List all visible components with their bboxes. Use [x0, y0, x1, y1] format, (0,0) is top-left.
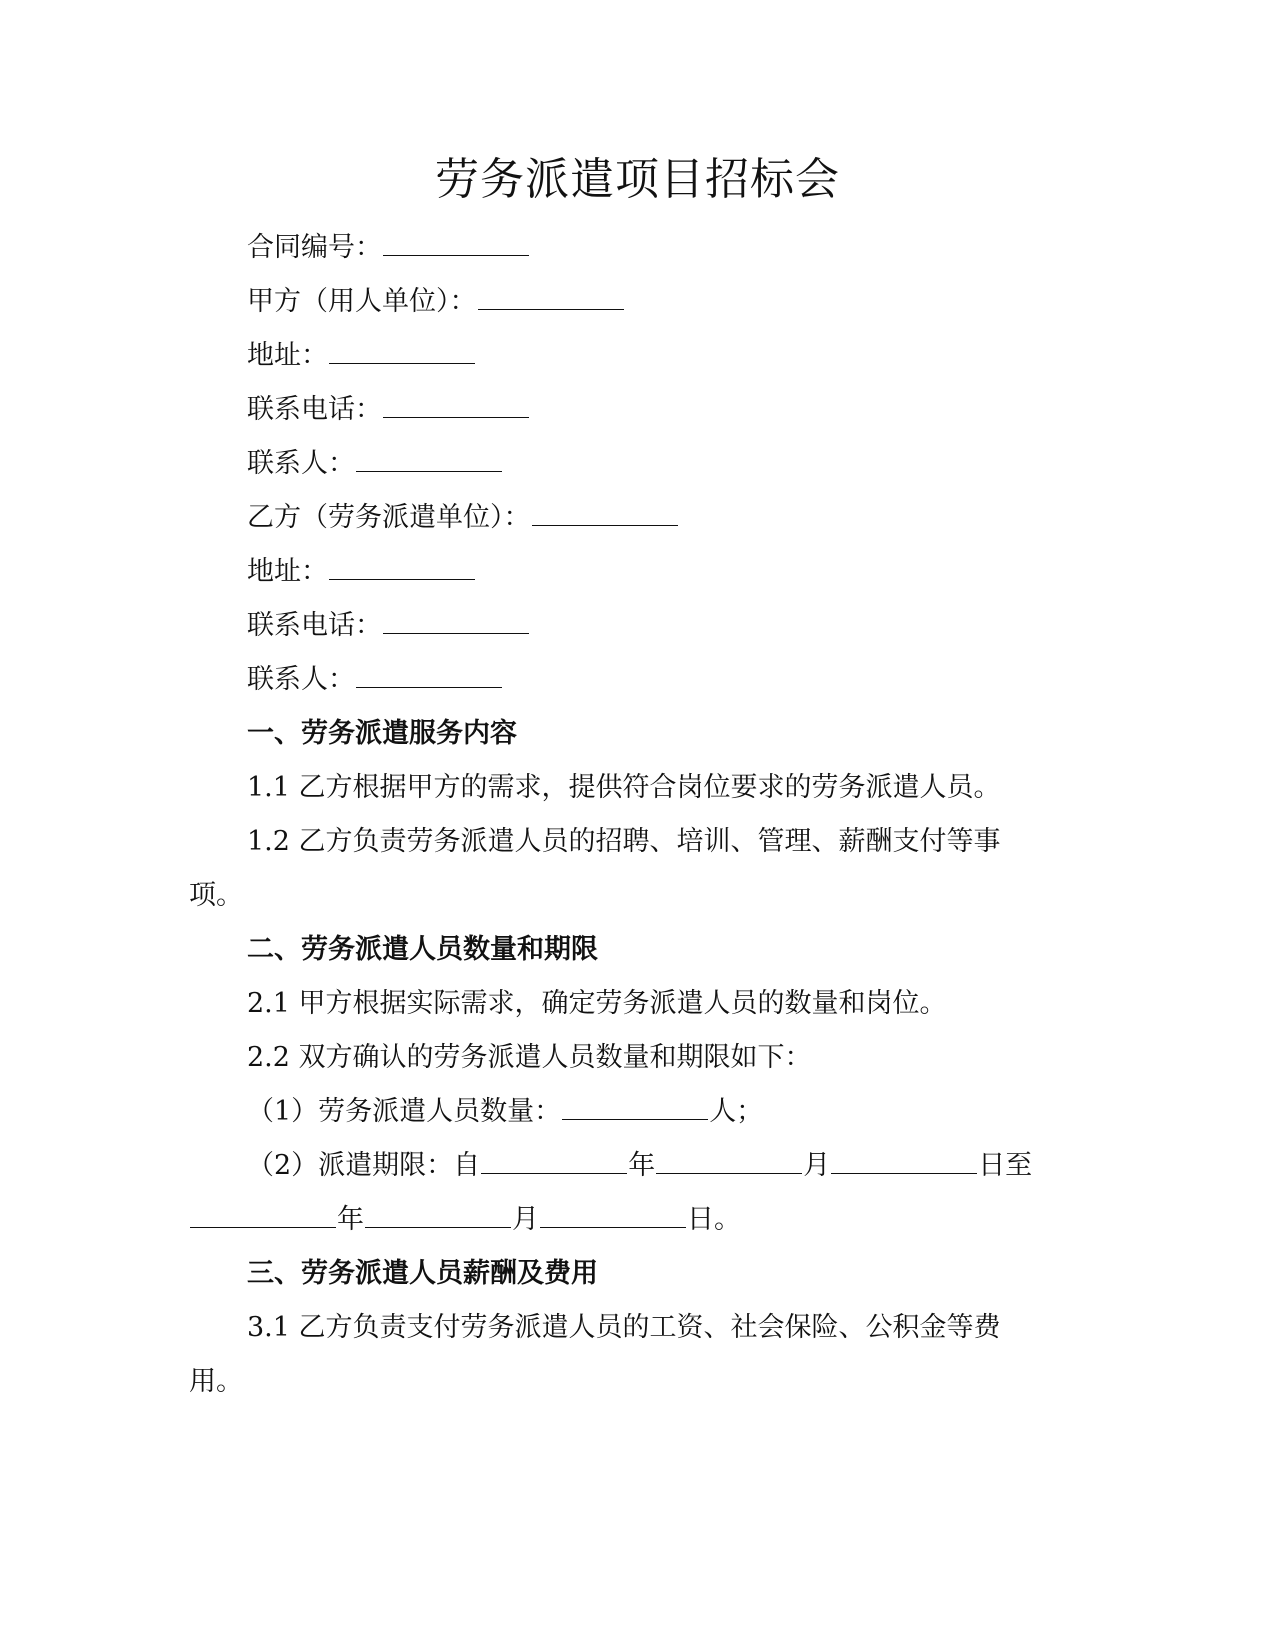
clause-1-1: 1.1 乙方根据甲方的需求，提供符合岗位要求的劳务派遣人员。 [247, 772, 1001, 803]
section-3-heading: 三、劳务派遣人员薪酬及费用 [247, 1258, 598, 1289]
party-b-line [247, 500, 679, 536]
clause-3-1-line-2: 用。 [189, 1366, 243, 1397]
party-a-address-label: 地址： [247, 340, 328, 371]
party-a-label: 甲方（用人单位）： [247, 286, 477, 317]
party-a-phone-label: 联系电话： [247, 394, 382, 425]
party-b-phone-blank[interactable] [383, 609, 529, 634]
party-a-blank[interactable] [478, 285, 624, 310]
dispatch-period-line-1 [247, 1148, 1032, 1184]
party-b-contact-label: 联系人： [247, 664, 355, 695]
party-a-address-blank[interactable] [329, 339, 475, 364]
party-b-contact-blank[interactable] [356, 663, 502, 688]
clause-1-2-line-2: 项。 [189, 880, 243, 911]
party-b-phone-label: 联系电话： [247, 610, 382, 641]
party-a-address-line [247, 338, 476, 374]
party-a-phone-line [247, 392, 530, 428]
party-a-contact-line [247, 446, 503, 482]
clause-1-2-line-1: 1.2 乙方负责劳务派遣人员的招聘、培训、管理、薪酬支付等事 [247, 826, 1001, 857]
clause-3-1-line-1: 3.1 乙方负责支付劳务派遣人员的工资、社会保险、公积金等费 [247, 1312, 1001, 1343]
contract-number-line [247, 230, 530, 266]
dispatch-period-label: （2）派遣期限：自 [247, 1150, 481, 1181]
party-a-phone-blank[interactable] [383, 393, 529, 418]
party-b-phone-line [247, 608, 530, 644]
party-b-address-line [247, 554, 476, 590]
staff-count-label: （1）劳务派遣人员数量： [247, 1096, 562, 1127]
party-b-address-blank[interactable] [329, 555, 475, 580]
start-day-unit: 日至 [978, 1150, 1033, 1181]
end-month-unit: 月 [512, 1204, 539, 1235]
contract-number-label: 合同编号： [247, 232, 382, 263]
end-year-blank[interactable] [190, 1203, 336, 1228]
party-b-contact-line [247, 662, 503, 698]
start-year-blank[interactable] [481, 1149, 627, 1174]
end-day-unit: 日。 [687, 1204, 741, 1235]
contract-number-blank[interactable] [383, 231, 529, 256]
start-month-blank[interactable] [656, 1149, 802, 1174]
section-2-heading: 二、劳务派遣人员数量和期限 [247, 934, 598, 965]
party-b-address-label: 地址： [247, 556, 328, 587]
party-a-line [247, 284, 625, 320]
section-1-heading: 一、劳务派遣服务内容 [247, 718, 517, 749]
party-a-contact-blank[interactable] [356, 447, 502, 472]
end-year-unit: 年 [337, 1204, 364, 1235]
end-day-blank[interactable] [540, 1203, 686, 1228]
party-b-label: 乙方（劳务派遣单位）： [247, 502, 531, 533]
party-b-blank[interactable] [532, 501, 678, 526]
party-a-contact-label: 联系人： [247, 448, 355, 479]
clause-2-2: 2.2 双方确认的劳务派遣人员数量和期限如下： [247, 1042, 812, 1073]
staff-count-blank[interactable] [562, 1095, 708, 1120]
staff-count-unit: 人； [709, 1096, 764, 1127]
start-day-blank[interactable] [831, 1149, 977, 1174]
start-month-unit: 月 [803, 1150, 831, 1181]
clause-2-1: 2.1 甲方根据实际需求，确定劳务派遣人员的数量和岗位。 [247, 988, 947, 1019]
start-year-unit: 年 [628, 1150, 656, 1181]
staff-count-line [247, 1094, 763, 1130]
document-title: 劳务派遣项目招标会 [435, 154, 840, 205]
dispatch-period-line-2 [189, 1202, 741, 1238]
end-month-blank[interactable] [365, 1203, 511, 1228]
